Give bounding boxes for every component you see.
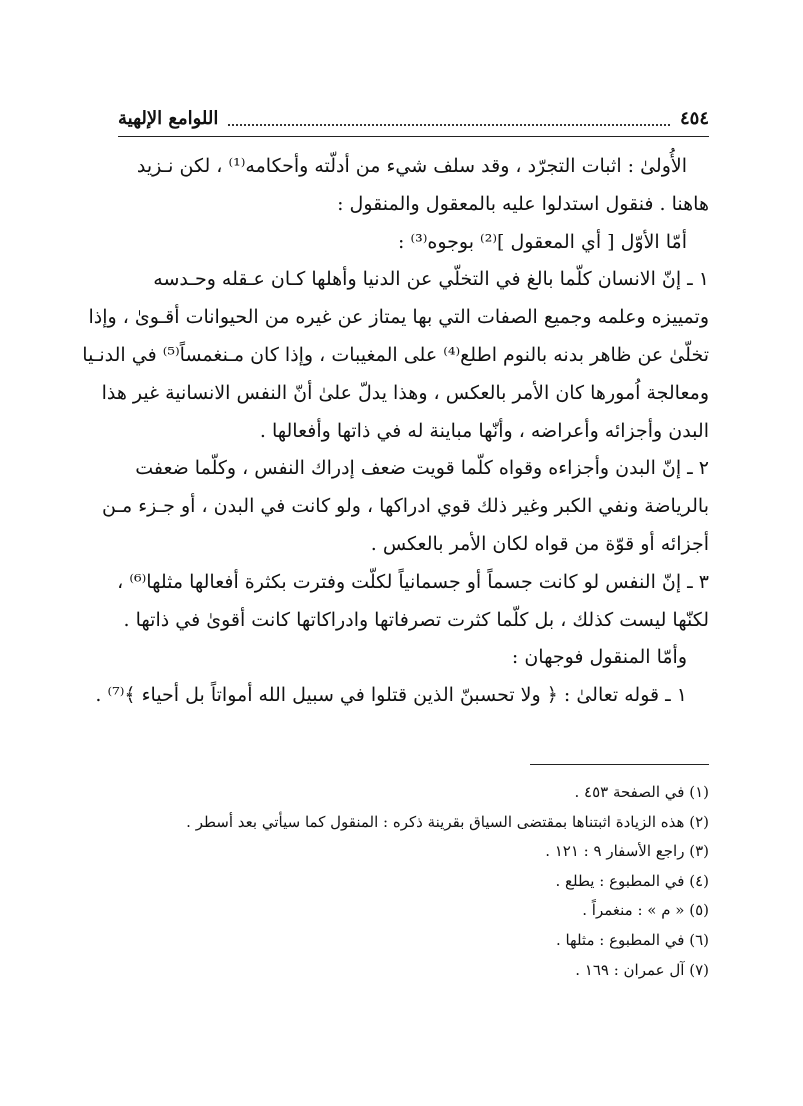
footnote: (٤) في المطبوع : يطلع . [555,871,709,890]
text-line: ومعالجة اُمورها كان الأمر بالعكس ، وهذا يدلّ علىٰ أنّ النفس الانسانية غير هذا [101,381,709,404]
text-line: هاهنا . فنقول استدلوا عليه بالمعقول والمنقول : [337,192,709,215]
footnote: (٢) هذه الزيادة اثبتناها بمقتضى السياق بقرينة ذكره : المنقول كما سيأتي بعد أسطر . [186,812,709,831]
header-dot-leader [228,114,670,126]
header-title: اللوامع الإلهية [118,107,219,129]
text-line: ١ ـ إنّ الانسان كلّما بالغ في التخلّي عن الدنيا وأهلها كـان عـقله وحـدسه [153,268,709,291]
text-line: بالرياضة ونفي الكبر وغير ذلك قوي ادراكها ، ولو كانت في البدن ، أو جـزء مـن [101,495,709,518]
text-line: تخلّىٰ عن ظاهر بدنه بالنوم اطلع⁽⁴⁾ على المغيبات ، وإذا كان مـنغمساً⁽⁵⁾ في الدنـيا [82,343,709,366]
footnote: (٣) راجع الأسفار ٩ : ١٢١ . [545,842,709,861]
text-line: أمّا الأوّل [ أي المعقول ]⁽²⁾ بوجوه⁽³⁾ : [398,230,687,253]
text-line: وأمّا المنقول فوجهان : [511,646,687,669]
footnote: (١) في الصفحة ٤٥٣ . [574,783,709,801]
text-line: ١ ـ قوله تعالىٰ : ﴿ ولا تحسبنّ الذين قتلوا في سبيل الله أمواتاً بل أحياء ﴾⁽⁷⁾ . [95,684,687,707]
page-number: ٤٥٤ [679,107,709,129]
running-header [118,100,709,137]
footnote-separator [530,764,709,765]
text-line: ٣ ـ إنّ النفس لو كانت جسماً أو جسمانياً لكلّت وفترت بكثرة أفعالها مثلها⁽⁶⁾ ، [117,570,709,593]
text-line: ٢ ـ إنّ البدن وأجزاءه وقواه كلّما قويت ضعف إدراك النفس ، وكلّما ضعفت [135,457,709,480]
text-line: الأُولىٰ : اثبات التجرّد ، وقد سلف شيء من أدلّته وأحكامه⁽¹⁾ ، لكن نـزيد [136,155,687,177]
footnotes [118,778,709,985]
main-text [82,148,709,715]
text-line: البدن وأجزائه وأعراضه ، وأنّها مباينة له في ذاتها وأفعالها . [259,419,709,442]
text-line: وتمييزه وعلمه وجميع الصفات التي بها يمتاز عن غيره من الحيوانات أقـوىٰ ، وإذا [88,306,709,329]
footnote: (٧) آل عمران : ١٦٩ . [575,960,709,979]
text-line: أجزائه أو قوّة من قواه لكان الأمر بالعكس . [370,532,709,555]
text-line: لكنّها ليست كذلك ، بل كلّما كثرت تصرفاتها وادراكاتها كانت أقوىٰ في ذاتها . [123,608,709,631]
footnote: (٦) في المطبوع : مثلها . [555,930,709,949]
footnote: (٥) « م » : منغمراً . [582,901,709,920]
